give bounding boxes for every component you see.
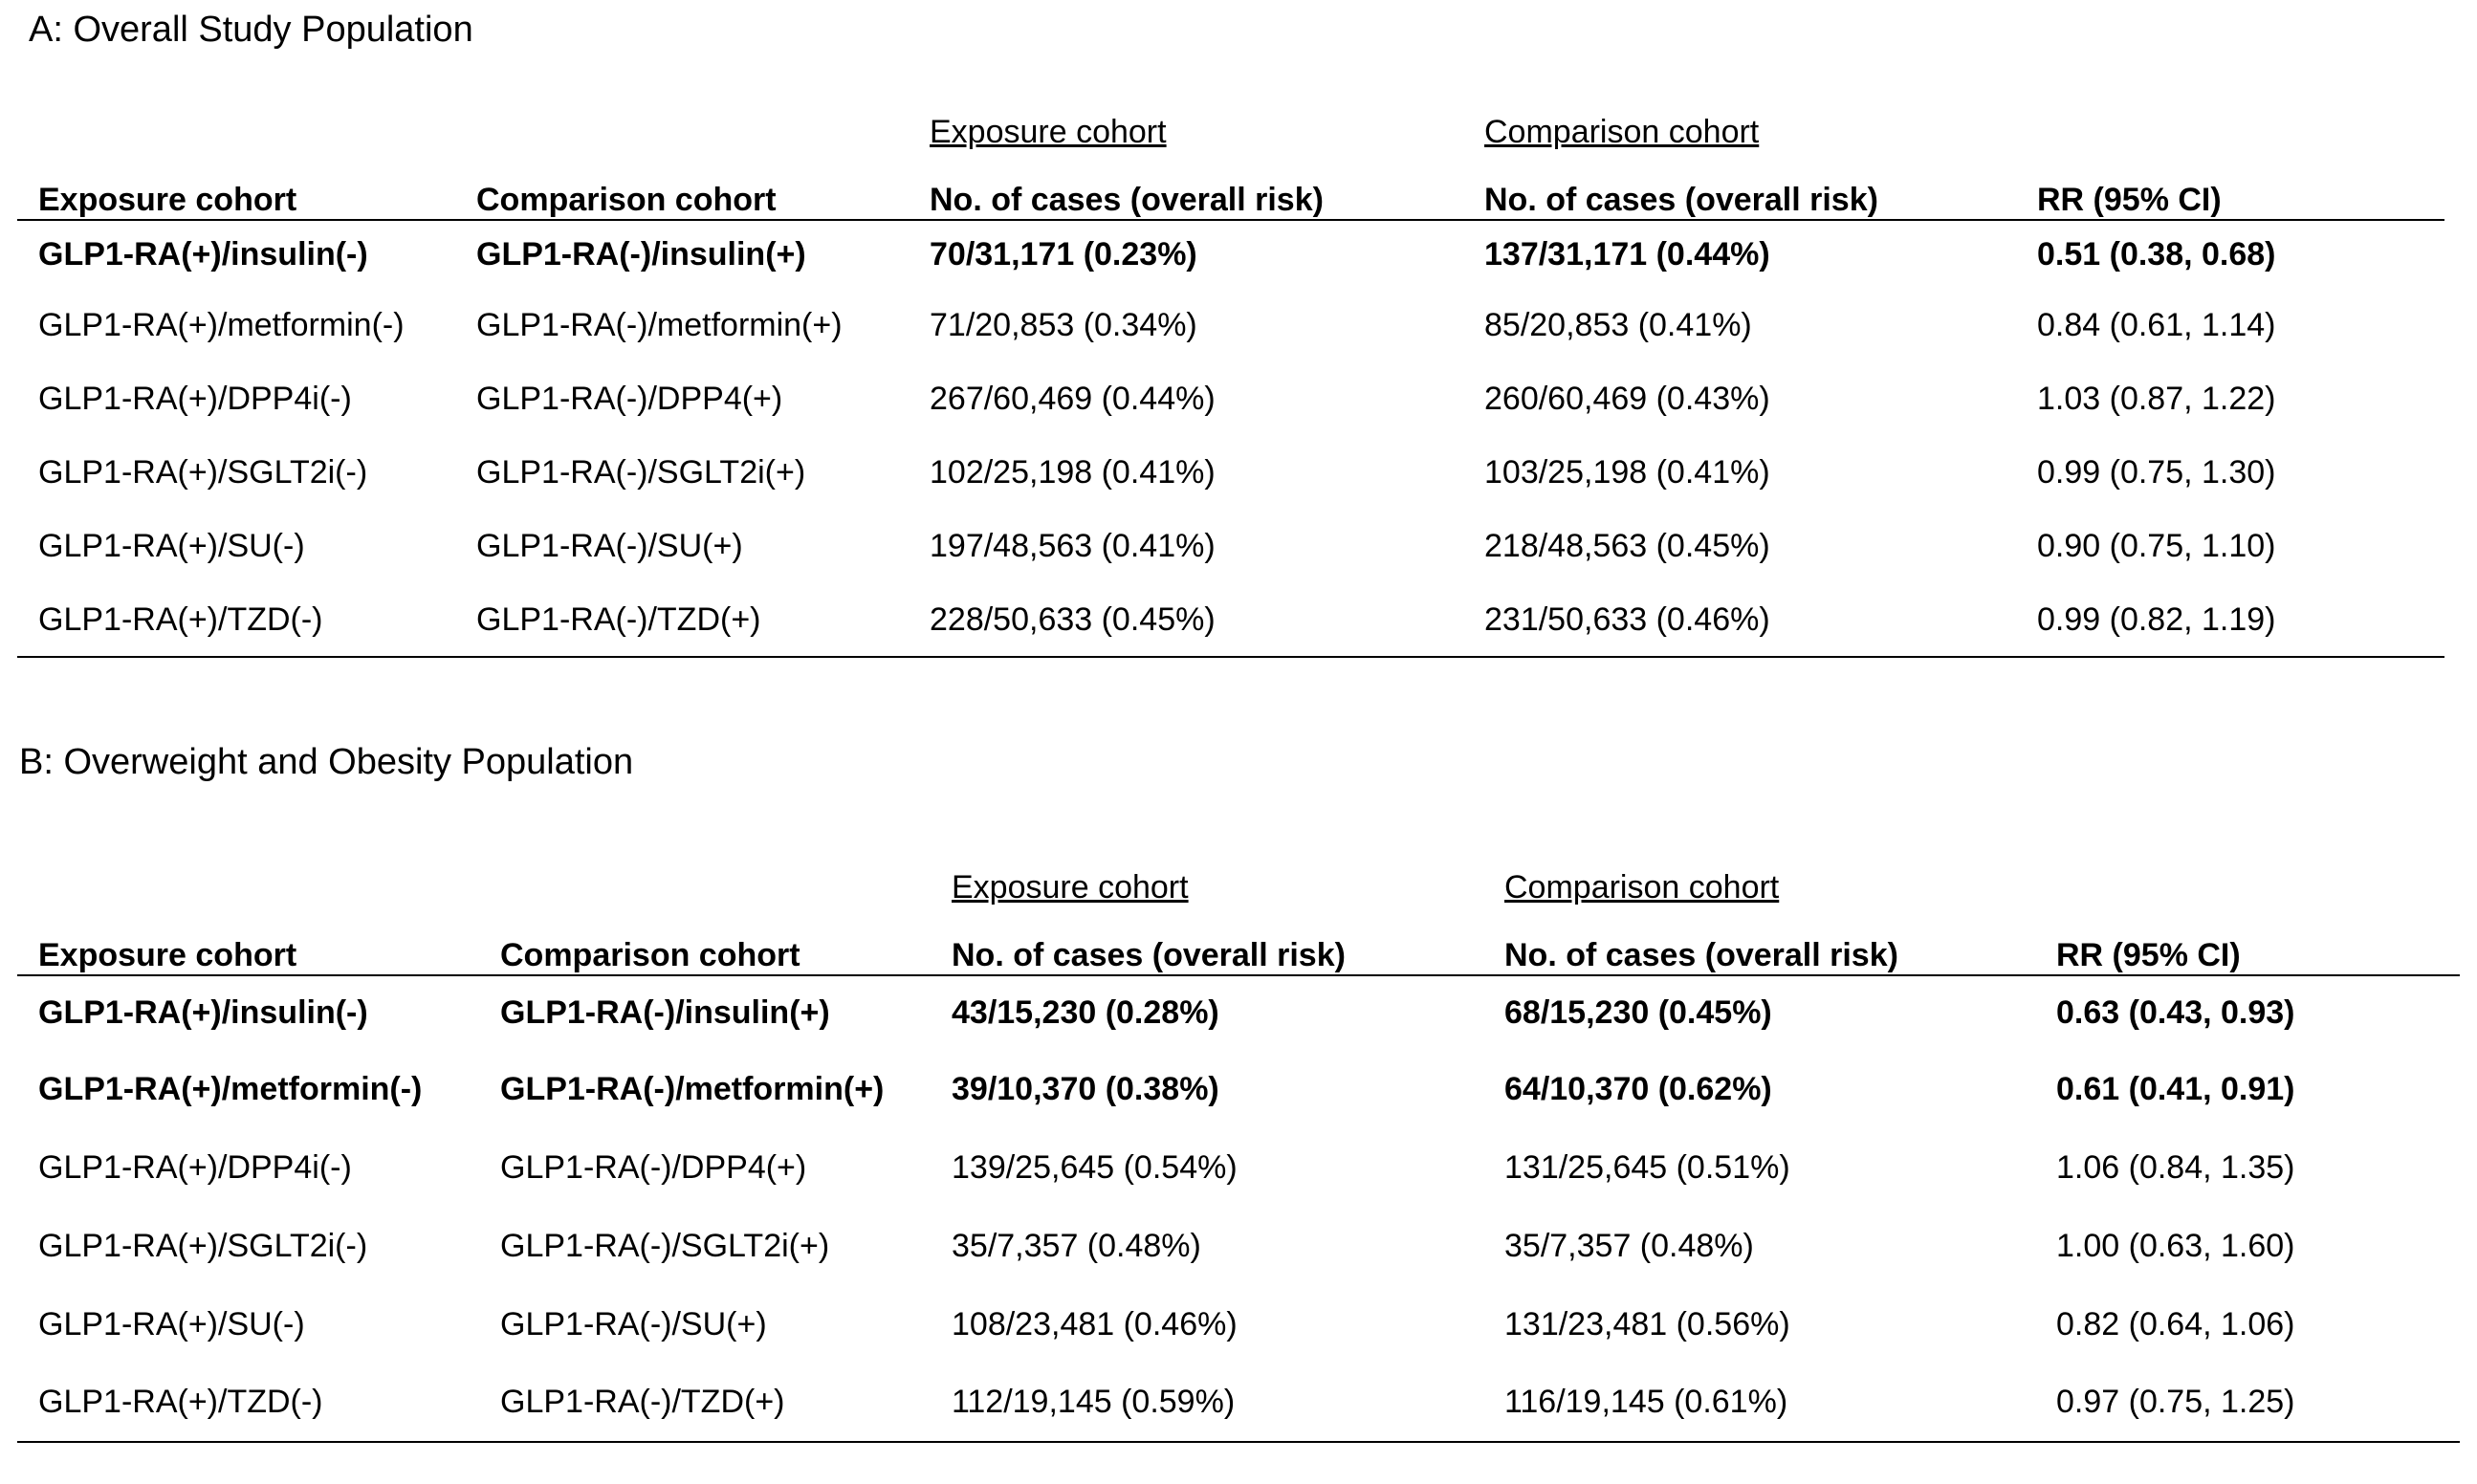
comparison-cell: GLP1-RA(-)/metformin(+) [500,1070,885,1107]
exposure-cases-cell: 267/60,469 (0.44%) [930,381,1216,417]
rr-cell: 0.97 (0.75, 1.25) [2056,1364,2460,1442]
comparison-cases-cell: 131/25,645 (0.51%) [1504,1148,1790,1186]
table-row [17,1207,2460,1285]
exposure-cell: GLP1-RA(+)/metformin(-) [38,1070,423,1107]
rr-cell: 0.90 (0.75, 1.10) [2037,528,2276,564]
exposure-cell: GLP1-RA(+)/DPP4i(-) [38,1148,352,1186]
exposure-cell: GLP1-RA(+)/DPP4i(-) [38,381,352,417]
exposure-cases-cell: 70/31,171 (0.23%) [930,236,1197,273]
exposure-cell: GLP1-RA(+)/TZD(-) [17,583,476,657]
comparison-cell: GLP1-RA(-)/DPP4(+) [500,1148,807,1186]
panel-a-col-exp-cases: No. of cases (overall risk) [930,151,1484,220]
panel-a-body [17,220,2444,657]
panel-b-table-wrap [17,859,2460,1443]
comparison-cases-cell: 218/48,563 (0.45%) [1484,528,1770,564]
comparison-cases-cell: 85/20,853 (0.41%) [1484,307,1752,343]
panel-b-col-rr: RR (95% CI) [2056,906,2460,975]
table-row [17,220,2444,289]
exposure-cases-cell: 112/19,145 (0.59%) [952,1364,1504,1442]
comparison-cell: GLP1-RA(-)/insulin(+) [500,994,830,1031]
exposure-cell: GLP1-RA(+)/TZD(-) [17,1364,500,1442]
comparison-cases-cell: 64/10,370 (0.62%) [1504,1070,1772,1107]
exposure-cases-cell: 102/25,198 (0.41%) [930,454,1216,491]
panel-a-title: A: Overall Study Population [29,10,473,50]
exposure-cases-cell: 139/25,645 (0.54%) [952,1148,1238,1186]
exposure-cell: GLP1-RA(+)/SGLT2i(-) [38,454,368,491]
exposure-cell: GLP1-RA(+)/SU(-) [38,528,305,564]
rr-cell: 0.63 (0.43, 0.93) [2056,994,2295,1031]
panel-a-table-wrap [17,103,2444,658]
rr-cell: 0.99 (0.82, 1.19) [2037,583,2444,657]
table-row [17,362,2444,436]
table-row [17,1050,2460,1128]
exposure-cell: GLP1-RA(+)/SU(-) [38,1305,305,1342]
panel-b-col-exposure: Exposure cohort [17,906,500,975]
exposure-cell: GLP1-RA(+)/SGLT2i(-) [38,1227,368,1264]
comparison-cases-cell: 68/15,230 (0.45%) [1504,994,1772,1031]
panel-b-body [17,975,2460,1442]
table-row [17,510,2444,583]
table-row [17,1364,2460,1442]
panel-b-col-exp-cases: No. of cases (overall risk) [952,906,1504,975]
rr-cell: 0.84 (0.61, 1.14) [2037,307,2276,343]
comparison-cell: GLP1-RA(-)/TZD(+) [500,1364,952,1442]
comparison-cell: GLP1-RA(-)/insulin(+) [476,236,806,273]
panel-b-table [17,859,2460,1443]
panel-a-table [17,103,2444,658]
comparison-cell: GLP1-RA(-)/SGLT2i(+) [500,1227,830,1264]
exposure-cases-cell: 108/23,481 (0.46%) [952,1305,1238,1342]
panel-a-col-exposure: Exposure cohort [17,151,476,220]
exposure-cell: GLP1-RA(+)/insulin(-) [38,994,368,1031]
panel-b-title: B: Overweight and Obesity Population [19,742,634,782]
exposure-cases-cell: 39/10,370 (0.38%) [952,1070,1219,1107]
rr-cell: 0.82 (0.64, 1.06) [2056,1305,2295,1342]
exposure-cases-cell: 197/48,563 (0.41%) [930,528,1216,564]
rr-cell: 1.00 (0.63, 1.60) [2056,1227,2295,1264]
table-row [17,583,2444,657]
comparison-cell: GLP1-RA(-)/metformin(+) [476,307,843,343]
panel-a-group-exposure: Exposure cohort [930,114,1167,150]
exposure-cases-cell: 228/50,633 (0.45%) [930,583,1484,657]
exposure-cell: GLP1-RA(+)/metformin(-) [38,307,405,343]
comparison-cases-cell: 260/60,469 (0.43%) [1484,381,1770,417]
comparison-cell: GLP1-RA(-)/SGLT2i(+) [476,454,806,491]
panel-a-col-rr: RR (95% CI) [2037,151,2444,220]
comparison-cases-cell: 137/31,171 (0.44%) [1484,236,1770,273]
table-row [17,436,2444,510]
comparison-cell: GLP1-RA(-)/DPP4(+) [476,381,783,417]
panel-a-col-comp-cases: No. of cases (overall risk) [1484,151,2037,220]
table-row [17,289,2444,362]
comparison-cell: GLP1-RA(-)/TZD(+) [476,583,930,657]
exposure-cell: GLP1-RA(+)/insulin(-) [38,236,368,273]
rr-cell: 1.03 (0.87, 1.22) [2037,381,2276,417]
exposure-cases-cell: 43/15,230 (0.28%) [952,994,1219,1031]
comparison-cases-cell: 116/19,145 (0.61%) [1504,1364,2056,1442]
panel-b-col-comparison: Comparison cohort [500,906,952,975]
table-row [17,1285,2460,1364]
comparison-cases-cell: 231/50,633 (0.46%) [1484,583,2037,657]
rr-cell: 1.06 (0.84, 1.35) [2056,1148,2295,1186]
table-row [17,975,2460,1050]
panel-b-group-exposure: Exposure cohort [952,869,1189,906]
rr-cell: 0.61 (0.41, 0.91) [2056,1070,2295,1107]
panel-b-group-comparison: Comparison cohort [1504,869,1780,906]
comparison-cell: GLP1-RA(-)/SU(+) [500,1305,767,1342]
panel-a-col-comparison: Comparison cohort [476,151,930,220]
exposure-cases-cell: 71/20,853 (0.34%) [930,307,1197,343]
comparison-cell: GLP1-RA(-)/SU(+) [476,528,743,564]
panel-b-col-comp-cases: No. of cases (overall risk) [1504,906,2056,975]
rr-cell: 0.51 (0.38, 0.68) [2037,236,2276,273]
panel-a-group-comparison: Comparison cohort [1484,114,1760,150]
comparison-cases-cell: 103/25,198 (0.41%) [1484,454,1770,491]
comparison-cases-cell: 35/7,357 (0.48%) [1504,1227,1754,1264]
comparison-cases-cell: 131/23,481 (0.56%) [1504,1305,1790,1342]
exposure-cases-cell: 35/7,357 (0.48%) [952,1227,1201,1264]
table-row [17,1128,2460,1207]
rr-cell: 0.99 (0.75, 1.30) [2037,454,2276,491]
